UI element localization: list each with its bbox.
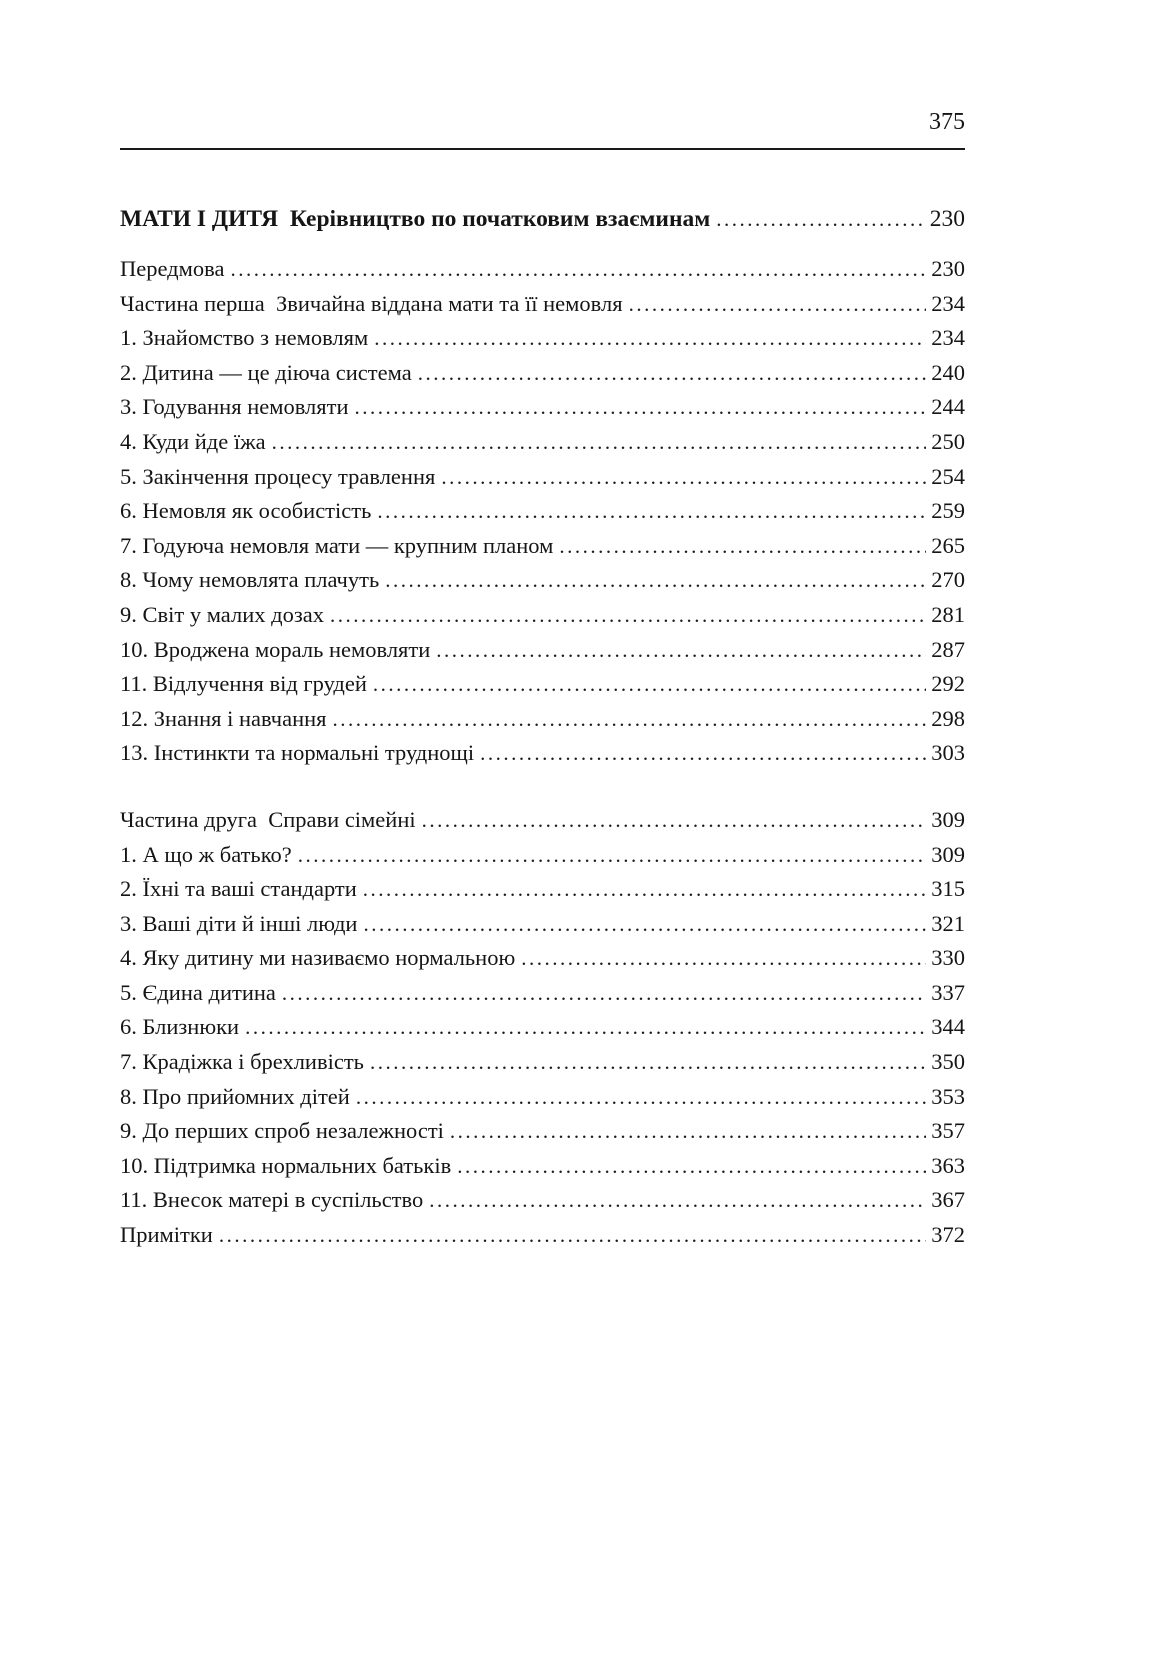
dot-leader	[356, 1080, 926, 1115]
toc-entry	[120, 1183, 965, 1218]
toc-entry	[120, 1080, 965, 1115]
dot-leader	[282, 976, 926, 1011]
toc-part-1	[120, 252, 965, 771]
toc-entry-page: 265	[931, 532, 965, 558]
dot-leader	[245, 1010, 926, 1045]
toc-entry-label: 6. Близнюки	[120, 1014, 240, 1040]
toc-entry	[120, 1010, 965, 1045]
toc-entry-label: Частина перша Звичайна віддана мати та її немовля	[120, 290, 623, 316]
toc-entry	[120, 667, 965, 702]
dot-leader	[374, 321, 926, 356]
toc-entry-label: 11. Відлучення від грудей	[120, 671, 367, 697]
dot-leader	[363, 907, 926, 942]
header-divider	[120, 148, 965, 150]
toc-entry-label: 13. Інстинкти та нормальні труднощі	[120, 740, 475, 766]
toc-entry-label: 8. Про прийомних дітей	[120, 1083, 350, 1109]
toc-entry	[120, 287, 965, 322]
toc-entry-label: 4. Яку дитину ми називаємо нормальною	[120, 945, 516, 971]
toc-entry	[120, 633, 965, 668]
dot-leader	[716, 204, 925, 234]
dot-leader	[559, 529, 926, 564]
toc-entry	[120, 907, 965, 942]
toc-entry-label: 1. А що ж батько?	[120, 841, 292, 867]
toc-entry-label: Передмова	[120, 256, 225, 281]
toc-entry-page: 298	[931, 705, 965, 731]
toc-entry-page: 303	[931, 740, 965, 766]
toc-entry-label: 2. Їхні та ваші стандарти	[120, 876, 357, 902]
toc-entry	[120, 872, 965, 907]
dot-leader	[441, 460, 926, 495]
dot-leader	[629, 287, 927, 322]
toc-entry-label: 1. Знайомство з немовлям	[120, 325, 369, 351]
toc-entry-page: 250	[931, 428, 965, 454]
toc-entry-label: 7. Крадіжка і брехливість	[120, 1049, 364, 1075]
toc-entry-page: 259	[931, 498, 965, 524]
toc-entry	[120, 1114, 965, 1149]
dot-leader	[480, 736, 926, 771]
page-header	[120, 108, 965, 136]
toc-entry	[120, 941, 965, 976]
toc-entry	[120, 1045, 965, 1080]
toc-entry-label: 8. Чому немовлята плачуть	[120, 567, 380, 593]
toc-entry	[120, 390, 965, 425]
toc-entry	[120, 976, 965, 1011]
toc-entry-page: 344	[931, 1014, 965, 1040]
toc-entry-page: 309	[931, 806, 965, 832]
dot-leader	[298, 838, 927, 873]
toc-entry-page: 357	[931, 1118, 965, 1144]
dot-leader	[373, 667, 926, 702]
toc-entry-page: 353	[931, 1083, 965, 1109]
toc-entry-label: 7. Годуюча немовля мати — крупним планом	[120, 532, 554, 558]
toc-part-2	[120, 803, 965, 1253]
toc-title-page: 230	[929, 206, 965, 232]
dot-leader	[418, 356, 927, 391]
toc-entry-label: Примітки	[120, 1222, 213, 1248]
toc-entry-label: 5. Закінчення процесу травлення	[120, 463, 436, 489]
dot-leader	[230, 252, 926, 287]
toc-entry-label: 6. Немовля як особистість	[120, 498, 372, 524]
toc-entry	[120, 252, 965, 287]
toc-entry	[120, 1218, 965, 1253]
toc-entry-label: 3. Ваші діти й інші люди	[120, 910, 358, 936]
toc-entry-page: 337	[931, 979, 965, 1005]
toc-entry-page: 372	[931, 1222, 965, 1248]
toc-entry-label: 4. Куди йде їжа	[120, 428, 266, 454]
toc-entry-page: 287	[931, 636, 965, 662]
dot-leader	[355, 390, 927, 425]
toc-entry-label: 10. Вроджена мораль немовляти	[120, 636, 431, 662]
toc-entry	[120, 356, 965, 391]
toc-entry-page: 240	[931, 359, 965, 385]
toc-entry	[120, 1149, 965, 1184]
dot-leader	[521, 941, 926, 976]
toc-entry-label: Частина друга Справи сімейні	[120, 806, 416, 832]
toc-entry-page: 330	[931, 945, 965, 971]
toc-entry-label: 12. Знання і навчання	[120, 705, 327, 731]
toc-entry-page: 367	[931, 1187, 965, 1213]
toc-entry-page: 350	[931, 1049, 965, 1075]
toc-entry	[120, 460, 965, 495]
dot-leader	[370, 1045, 926, 1080]
dot-leader	[422, 803, 927, 838]
toc-entry	[120, 563, 965, 598]
toc-entry-page: 321	[931, 910, 965, 936]
dot-leader	[457, 1149, 926, 1184]
dot-leader	[429, 1183, 926, 1218]
toc-entry	[120, 494, 965, 529]
toc-entry-page: 309	[931, 841, 965, 867]
toc-entry-label: 3. Годування немовляти	[120, 394, 349, 420]
toc-entry-page: 230	[931, 256, 965, 281]
toc-entry-label: 11. Внесок матері в суспільство	[120, 1187, 424, 1213]
toc-entry-page: 254	[931, 463, 965, 489]
toc-entry	[120, 803, 965, 838]
toc-entry	[120, 736, 965, 771]
toc-entry-label: 9. До перших спроб незалежності	[120, 1118, 444, 1144]
dot-leader	[363, 872, 926, 907]
toc-title-label: МАТИ І ДИТЯ Керівництво по початковим взаєминам	[120, 206, 711, 232]
dot-leader	[330, 598, 926, 633]
dot-leader	[450, 1114, 926, 1149]
dot-leader	[377, 494, 926, 529]
header-page-number: 375	[929, 109, 965, 135]
dot-leader	[219, 1218, 926, 1253]
toc-entry	[120, 321, 965, 356]
toc-entry	[120, 702, 965, 737]
toc-entry-page: 270	[931, 567, 965, 593]
toc-entry-label: 2. Дитина — це діюча система	[120, 359, 412, 385]
toc-entry-page: 244	[931, 394, 965, 420]
toc-entry-page: 292	[931, 671, 965, 697]
dot-leader	[385, 563, 926, 598]
toc-entry	[120, 529, 965, 564]
toc-entry-page: 281	[931, 601, 965, 627]
toc-entry-label: 5. Єдина дитина	[120, 979, 276, 1005]
dot-leader	[436, 633, 926, 668]
toc-entry	[120, 425, 965, 460]
toc-entry-page: 234	[931, 325, 965, 351]
toc-entry	[120, 838, 965, 873]
dot-leader	[272, 425, 927, 460]
toc-entry-page: 315	[931, 876, 965, 902]
toc-entry	[120, 598, 965, 633]
toc-title-row	[120, 204, 965, 234]
toc-entry-page: 363	[931, 1152, 965, 1178]
toc-entry-label: 9. Світ у малих дозах	[120, 601, 324, 627]
toc-entry-page: 234	[931, 290, 965, 316]
toc-entry-label: 10. Підтримка нормальних батьків	[120, 1152, 452, 1178]
dot-leader	[333, 702, 927, 737]
